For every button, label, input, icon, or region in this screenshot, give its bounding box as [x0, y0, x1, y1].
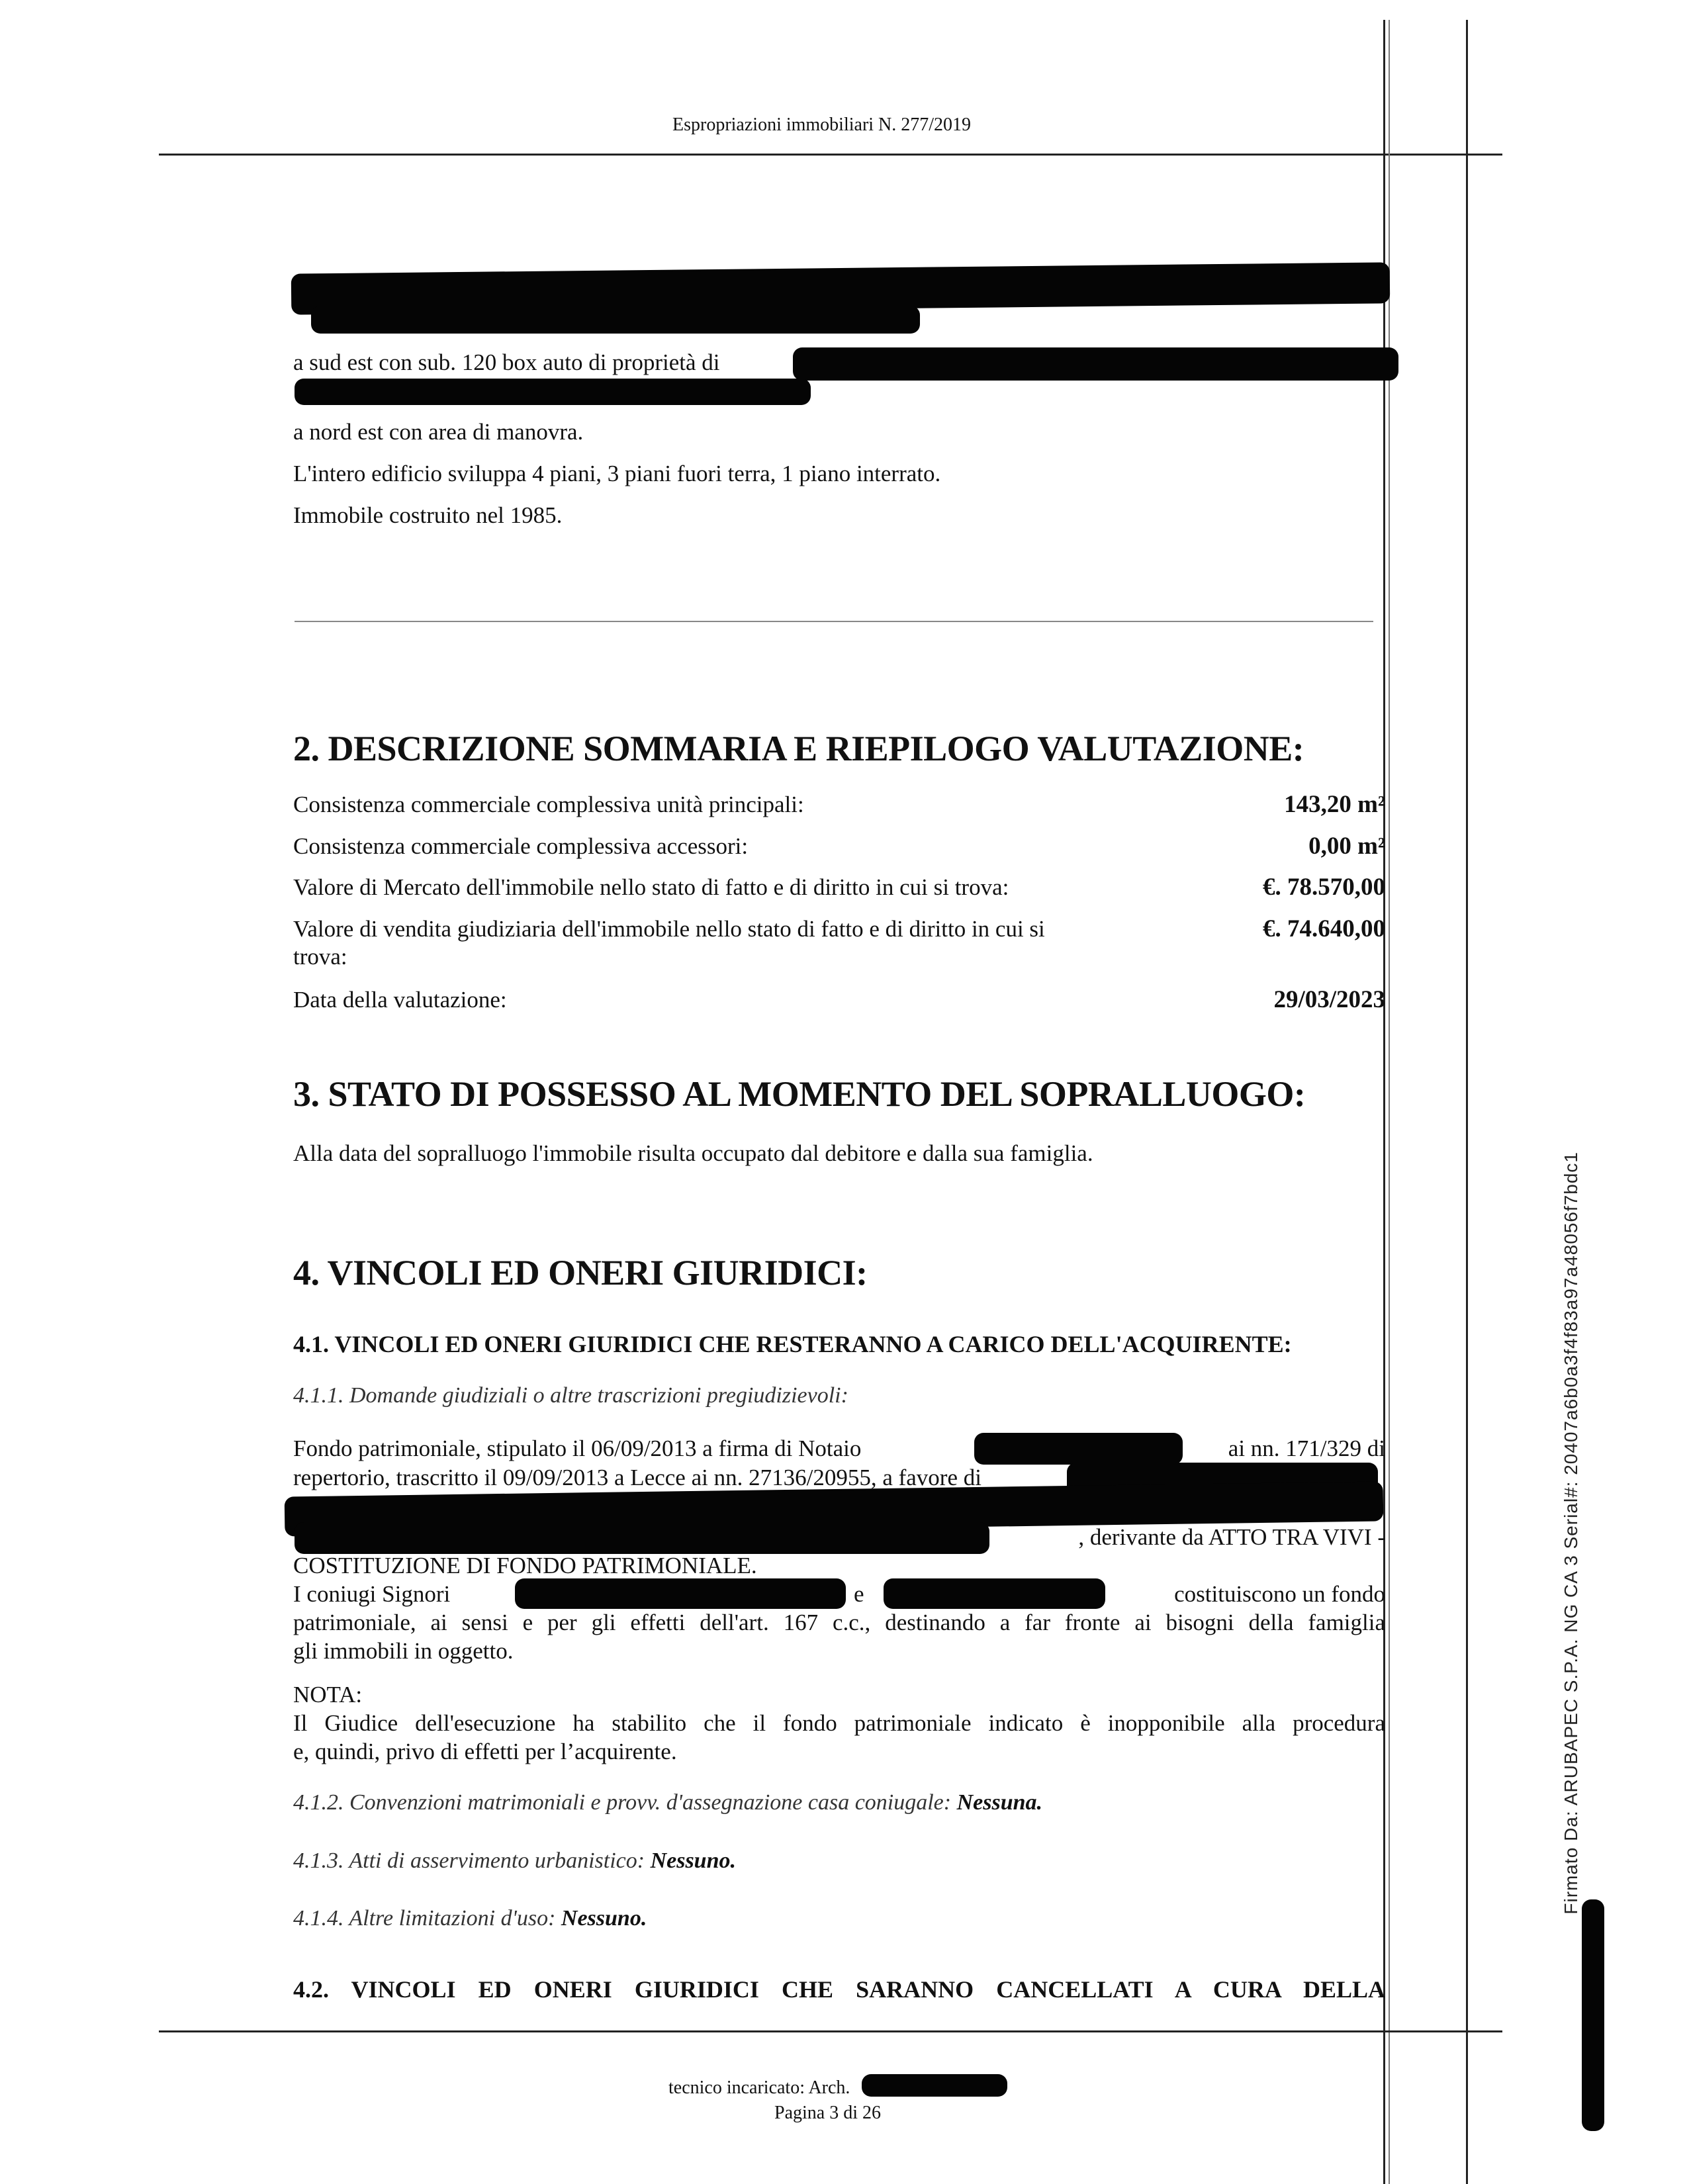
item-4-1-1: 4.1.1. Domande giudiziali o altre trascrizioni pregiudizievoli:	[293, 1383, 848, 1408]
redaction-block	[295, 1522, 989, 1554]
margin-rule-inner-2	[1389, 20, 1390, 2184]
item-4-1-2	[293, 1790, 1042, 1815]
redaction-block	[793, 347, 1398, 381]
summary-value: €. 78.570,00	[1263, 874, 1385, 901]
margin-rule-inner	[1383, 20, 1385, 2184]
section2-title: 2. DESCRIZIONE SOMMARIA E RIEPILOGO VALUTAZIONE:	[293, 729, 1304, 768]
redaction-block	[862, 2074, 1007, 2097]
item-4-1-2-label: 4.1.2. Convenzioni matrimoniali e provv. d'assegnazione casa coniugale:	[293, 1790, 952, 1815]
redaction-block	[311, 306, 920, 334]
section3-title: 3. STATO DI POSSESSO AL MOMENTO DEL SOPRALLUOGO:	[293, 1074, 1306, 1114]
summary-label: Data della valutazione:	[293, 987, 507, 1013]
summary-value: €. 74.640,00	[1263, 915, 1385, 942]
nota-line-2: e, quindi, privo di effetti per l’acquirente.	[293, 1739, 677, 1764]
redaction-block	[884, 1578, 1105, 1609]
coniugi-line-1e: e	[854, 1581, 864, 1607]
fondo-line-1b: ai nn. 171/329 di	[1228, 1435, 1385, 1461]
summary-value: 143,20 m²	[1284, 791, 1385, 818]
header-rule	[159, 154, 1502, 156]
intro-line-anno: Immobile costruito nel 1985.	[293, 502, 563, 528]
item-4-1-4	[293, 1906, 647, 1931]
item-4-1-3	[293, 1848, 736, 1874]
item-4-1-2-value: Nessuna.	[956, 1790, 1043, 1815]
redaction-block	[295, 379, 811, 405]
signature-stamp	[1561, 1152, 1587, 1915]
fondo-line-2: repertorio, trascritto il 09/09/2013 a Lecce ai nn. 27136/20955, a favore di	[293, 1465, 981, 1490]
redaction-block	[515, 1578, 846, 1609]
item-4-1-4-value: Nessuno.	[561, 1906, 647, 1931]
section4-title: 4. VINCOLI ED ONERI GIURIDICI:	[293, 1253, 868, 1293]
margin-rule-outer	[1466, 20, 1468, 2184]
summary-label: Consistenza commerciale complessiva unità principali:	[293, 792, 804, 817]
section4-sub2-title: 4.2. VINCOLI ED ONERI GIURIDICI CHE SARANNO CANCELLATI A CURA DELLA	[293, 1976, 1385, 2003]
redaction-block	[974, 1433, 1183, 1465]
section-divider	[295, 621, 1373, 622]
section4-sub1-title: 4.1. VINCOLI ED ONERI GIURIDICI CHE RESTERANNO A CARICO DELL'ACQUIRENTE:	[293, 1331, 1292, 1357]
fondo-line-1a: Fondo patrimoniale, stipulato il 06/09/2013 a firma di Notaio	[293, 1435, 862, 1461]
footer-rule	[159, 2030, 1502, 2032]
summary-label: Consistenza commerciale complessiva accessori:	[293, 833, 749, 859]
intro-line-sud: a sud est con sub. 120 box auto di proprietà di	[293, 349, 720, 375]
footer-tecnico: tecnico incaricato: Arch.	[668, 2077, 850, 2098]
summary-label: Valore di vendita giudiziaria dell'immobile nello stato di fatto e di diritto in cui si	[293, 916, 1045, 942]
signature-stamp-text: Firmato Da: ARUBAPEC S.P.A. NG CA 3 Serial#: 20407a6b0a3f4f83a97a48056f7bdc1	[1561, 1152, 1581, 1915]
coniugi-line-1b: costituiscono un fondo	[1174, 1581, 1385, 1607]
summary-row	[293, 833, 1385, 860]
summary-label-cont: trova:	[293, 944, 347, 970]
footer-pagina: Pagina 3 di 26	[774, 2103, 881, 2123]
summary-row	[293, 915, 1385, 971]
redaction-block	[1582, 1899, 1604, 2131]
coniugi-line-2: patrimoniale, ai sensi e per gli effetti dell'art. 167 c.c., destinando a far fronte ai bisogni della famiglia	[293, 1610, 1385, 1635]
intro-line-nord: a nord est con area di manovra.	[293, 419, 584, 445]
section3-text: Alla data del sopralluogo l'immobile risulta occupato dal debitore e dalla sua famiglia.	[293, 1140, 1093, 1166]
intro-line-edificio: L'intero edificio sviluppa 4 piani, 3 piani fuori terra, 1 piano interrato.	[293, 461, 941, 486]
summary-row	[293, 986, 1385, 1014]
nota-label: NOTA:	[293, 1682, 363, 1707]
item-4-1-3-value: Nessuno.	[650, 1848, 737, 1873]
nota-line-1: Il Giudice dell'esecuzione ha stabilito che il fondo patrimoniale indicato è inopponibile alla procedura	[293, 1710, 1385, 1736]
summary-row	[293, 874, 1385, 901]
coniugi-line-3: gli immobili in oggetto.	[293, 1638, 514, 1664]
fondo-line-3: , derivante da ATTO TRA VIVI -	[1078, 1524, 1385, 1550]
fondo-line-4: COSTITUZIONE DI FONDO PATRIMONIALE.	[293, 1553, 757, 1578]
summary-value: 29/03/2023	[1273, 986, 1385, 1013]
item-4-1-3-label: 4.1.3. Atti di asservimento urbanistico:	[293, 1848, 645, 1873]
summary-row	[293, 791, 1385, 819]
header-title: Espropriazioni immobiliari N. 277/2019	[672, 114, 972, 135]
summary-value: 0,00 m²	[1308, 833, 1385, 860]
summary-label: Valore di Mercato dell'immobile nello stato di fatto e di diritto in cui si trova:	[293, 874, 1009, 900]
item-4-1-4-label: 4.1.4. Altre limitazioni d'uso:	[293, 1906, 556, 1931]
coniugi-line-1a: I coniugi Signori	[293, 1581, 451, 1607]
